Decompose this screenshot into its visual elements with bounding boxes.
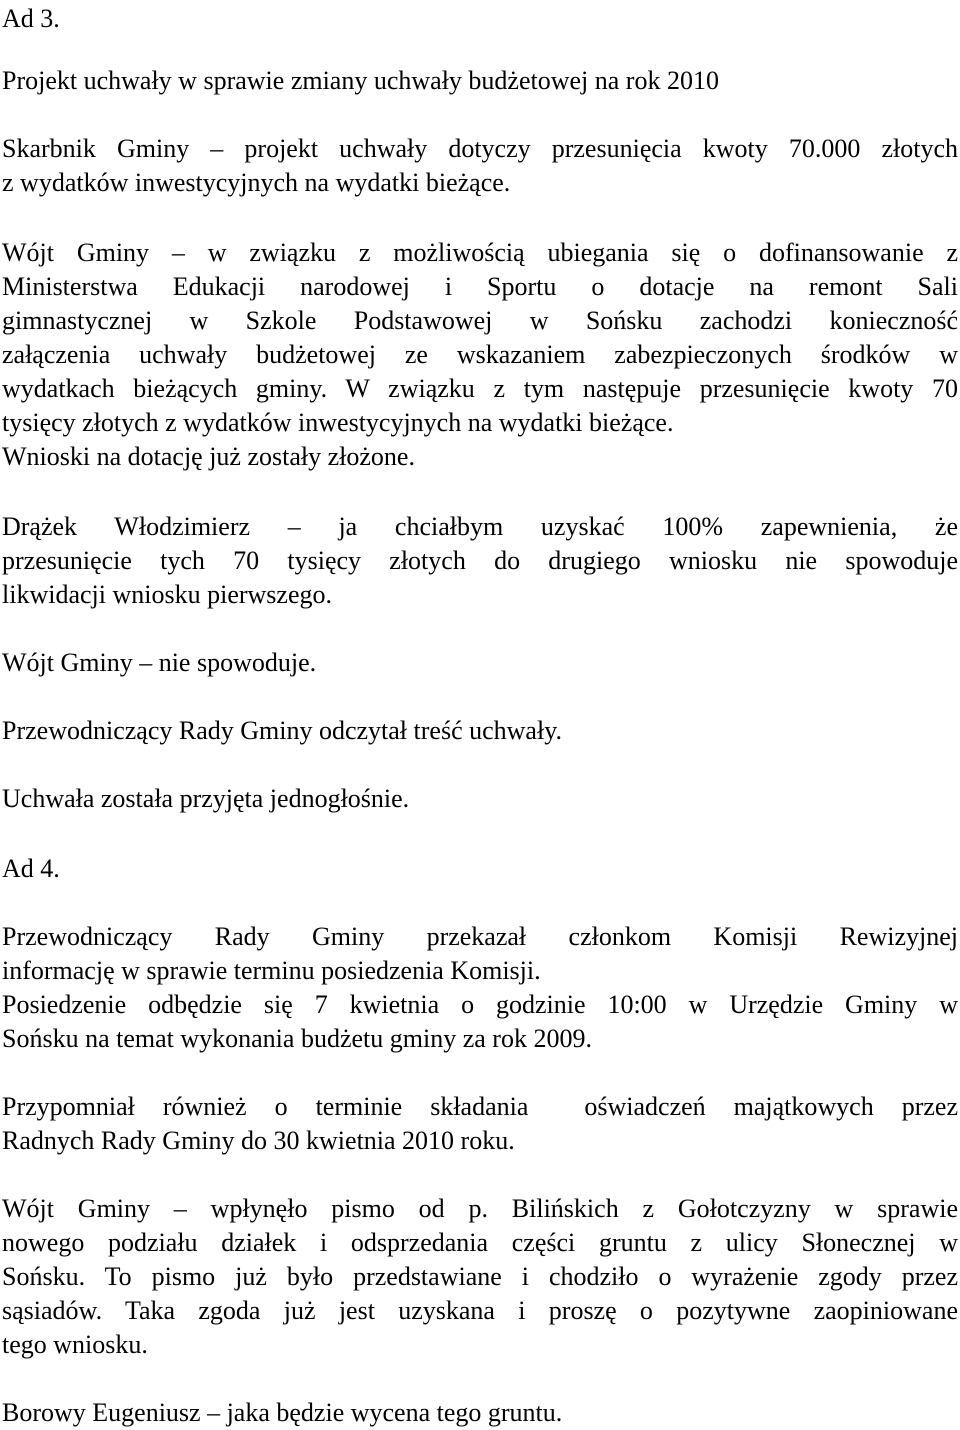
heading-ad4: Ad 4. — [2, 854, 60, 883]
text-line: Wójt Gminy – w związku z możliwością ubiegania się o dofinansowanie z — [2, 238, 958, 267]
text-line: informację w sprawie terminu posiedzenia Komisji. — [2, 956, 541, 985]
text-line: Przypomniał również o terminie składania oświadczeń majątkowych przez — [2, 1092, 958, 1121]
paragraph-wojt-3 — [2, 1192, 958, 1362]
text-line: Drążek Włodzimierz – ja chciałbym uzyskać 100% zapewnienia, że — [2, 512, 958, 541]
paragraph-wojt-2: Wójt Gminy – nie spowoduje. — [2, 648, 317, 677]
paragraph-drazek — [2, 510, 958, 612]
text-line: Wnioski na dotację już zostały złożone. — [2, 442, 415, 471]
text-line: tego wniosku. — [2, 1330, 148, 1359]
text-line: sąsiadów. Taka zgoda już jest uzyskana i proszę o pozytywne zaopiniowane — [2, 1296, 958, 1325]
text-line: Przewodniczący Rady Gminy przekazał członkom Komisji Rewizyjnej — [2, 922, 958, 951]
paragraph-przewodniczacy-2 — [2, 920, 958, 1056]
text-line: załączenia uchwały budżetowej ze wskazaniem zabezpieczonych środków w — [2, 340, 958, 369]
text-line: Posiedzenie odbędzie się 7 kwietnia o godzinie 10:00 w Urzędzie Gminy w — [2, 990, 958, 1019]
paragraph-wojt-1 — [2, 236, 958, 474]
text-line: likwidacji wniosku pierwszego. — [2, 580, 332, 609]
text-line: Sońsku. To pismo już było przedstawiane i chodziło o wyrażenie zgody przez — [2, 1262, 958, 1291]
paragraph-projekt: Projekt uchwały w sprawie zmiany uchwały budżetowej na rok 2010 — [2, 66, 719, 95]
paragraph-uchwala: Uchwała została przyjęta jednogłośnie. — [2, 784, 410, 813]
text-line: gimnastycznej w Szkole Podstawowej w Sońsku zachodzi konieczność — [2, 306, 958, 335]
paragraph-borowy: Borowy Eugeniusz – jaka będzie wycena tego gruntu. — [2, 1398, 563, 1427]
text-line: Wójt Gminy – wpłynęło pismo od p. Bilińskich z Gołotczyzny w sprawie — [2, 1194, 958, 1223]
text-line: Radnych Rady Gminy do 30 kwietnia 2010 roku. — [2, 1126, 515, 1155]
paragraph-przewodniczacy-1: Przewodniczący Rady Gminy odczytał treść uchwały. — [2, 716, 563, 745]
text-line: Ministerstwa Edukacji narodowej i Sportu o dotacje na remont Sali — [2, 272, 958, 301]
text-line: Skarbnik Gminy – projekt uchwały dotyczy przesunięcia kwoty 70.000 złotych — [2, 134, 958, 163]
paragraph-skarbnik — [2, 132, 958, 200]
heading-ad3: Ad 3. — [2, 4, 60, 33]
text-line: nowego podziału działek i odsprzedania części gruntu z ulicy Słonecznej w — [2, 1228, 958, 1257]
text-line: Sońsku na temat wykonania budżetu gminy za rok 2009. — [2, 1024, 592, 1053]
text-line: z wydatków inwestycyjnych na wydatki bieżące. — [2, 168, 511, 197]
text-line: przesunięcie tych 70 tysięcy złotych do drugiego wniosku nie spowoduje — [2, 546, 958, 575]
text-line: tysięcy złotych z wydatków inwestycyjnych na wydatki bieżące. — [2, 408, 674, 437]
text-line: wydatkach bieżących gminy. W związku z tym następuje przesunięcie kwoty 70 — [2, 374, 958, 403]
paragraph-przypomnial — [2, 1090, 958, 1158]
